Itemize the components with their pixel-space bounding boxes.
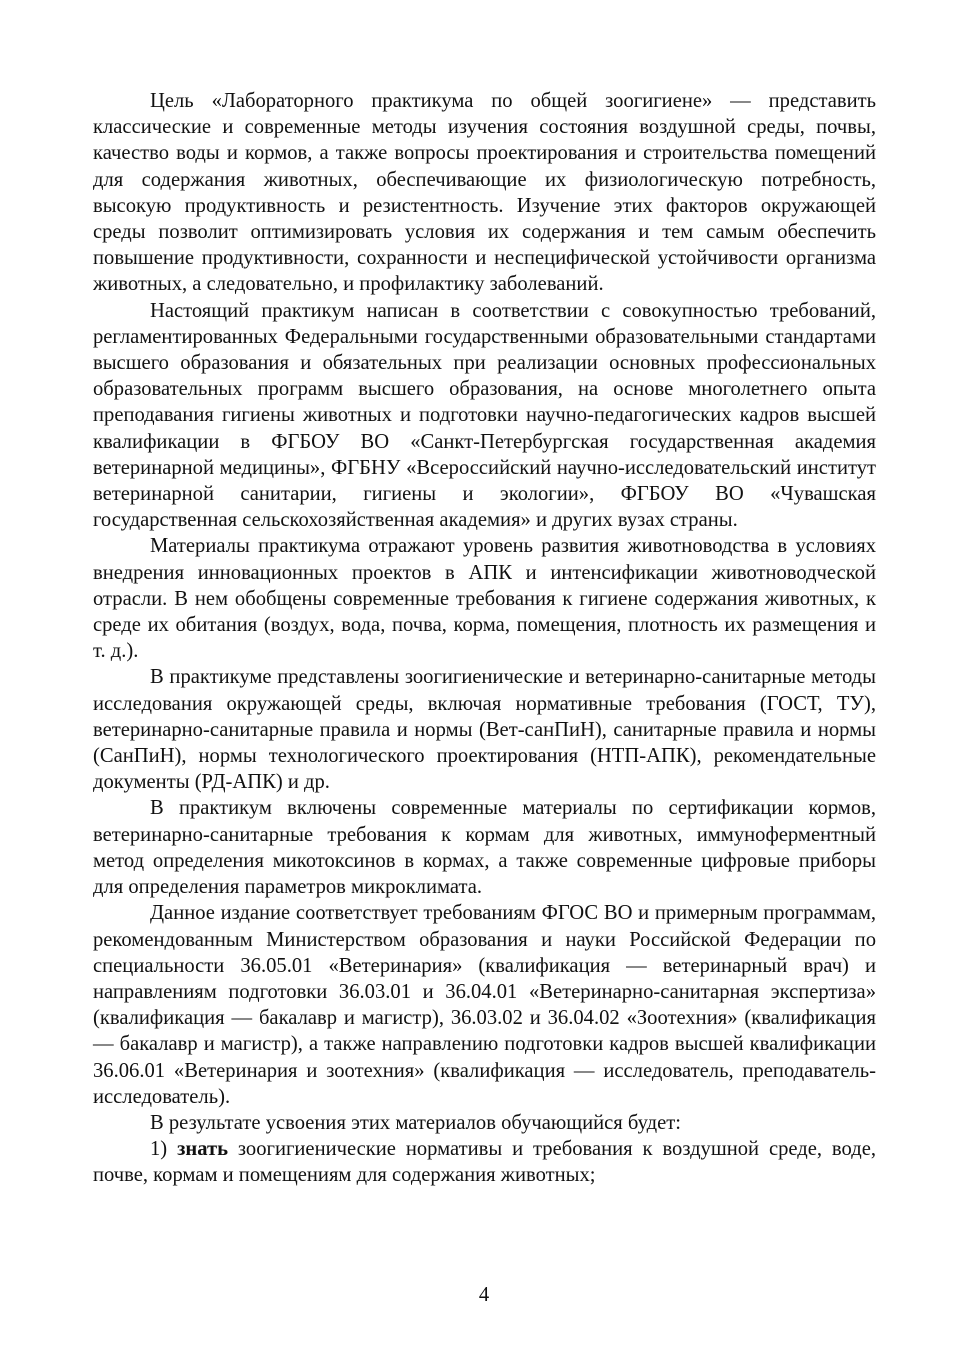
paragraph-certification: В практикум включены современные материалы по сертификации кормов, ветеринарно-санитарные требования к кормам для животных, иммуноферментный метод определения микотоксинов в кормах, а также современные цифровые приборы для определения параметров микроклимата. — [93, 797, 876, 899]
list-item-lead: знать — [177, 1138, 228, 1161]
paragraph-goal: Цель «Лабораторного практикума по общей зоогигиене» — представить классические и современные методы изучения состояния воздушной среды, почвы, качество воды и кормов, а также вопросы проектирования и строительства помещений для содержания животных, обеспечивающие их физиологическую потребность, высокую продуктивность и резистентность. Изучение этих факторов окружающей среды позволит оптимизировать условия их содержания и тем самым обеспечить повышение продуктивности, сохранности и неспецифической устойчивости организма животных, а следовательно, и профилактику заболеваний. — [93, 90, 876, 296]
paragraph-methods: В практикуме представлены зоогигиенические и ветеринарно-санитарные методы исследования окружающей среды, включая нормативные требования (ГОСТ, ТУ), ветеринарно-санитарные правила и нормы (Вет-санПиН), санитарные правила и нормы (СанПиН), нормы технологического проектирования (НТП-АПК), рекомендательные документы (РД-АПК) и др. — [93, 666, 876, 794]
paragraph-outcomes-intro: В результате усвоения этих материалов обучающийся будет: — [150, 1111, 681, 1134]
list-item-number: 1) — [150, 1138, 178, 1161]
page-number: 4 — [478, 1284, 490, 1306]
list-item-text: зоогигиенические нормативы и требования к воздушной среде, воде, почве, кормам и помещениям для содержания животных; — [93, 1138, 876, 1187]
list-item-know — [93, 1136, 876, 1188]
paragraph-materials: Материалы практикума отражают уровень развития животноводства в условиях внедрения инновационных проектов в АПК и интенсификации животноводческой отрасли. В нем обобщены современные требования к гигиене содержания животных, к среде их обитания (воздух, вода, почва, корма, помещения, плотность их размещения и т. д.). — [93, 535, 876, 663]
paragraph-standards: Настоящий практикум написан в соответствии с совокупностью требований, регламентированных Федеральными государственными образовательными стандартами высшего образования и обязательных при реализации основных профессиональных образовательных программ высшего образования, на основе многолетнего опыта преподавания гигиены животных и подготовки научно-педагогических кадров высшей квалификации в ФГБОУ ВО «Санкт-Петербургская государственная академия ветеринарной медицины», ФГБНУ «Всероссийский научно-исследовательский институт ветеринарной санитарии, гигиены и экологии», ФГБОУ ВО «Чувашская государственная сельскохозяйственная академия» и других вузах страны. — [93, 299, 876, 532]
paragraph-compliance: Данное издание соответствует требованиям ФГОС ВО и примерным программам, рекомендованным Министерством образования и науки Российской Федерации по специальности 36.05.01 «Ветеринария» (квалификация — ветеринарный врач) и направлениям подготовки 36.03.01 и 36.04.01 «Ветеринарно-санитарная экспертиза» (квалификация — бакалавр и магистр), 36.03.02 и 36.04.02 «Зоотехния» (квалификация — бакалавр и магистр), а также направлению подготовки кадров высшей квалификации 36.06.01 «Ветеринария и зоотехния» (квалификация — исследователь, преподаватель-исследователь). — [93, 902, 876, 1108]
page-body — [93, 88, 876, 1189]
